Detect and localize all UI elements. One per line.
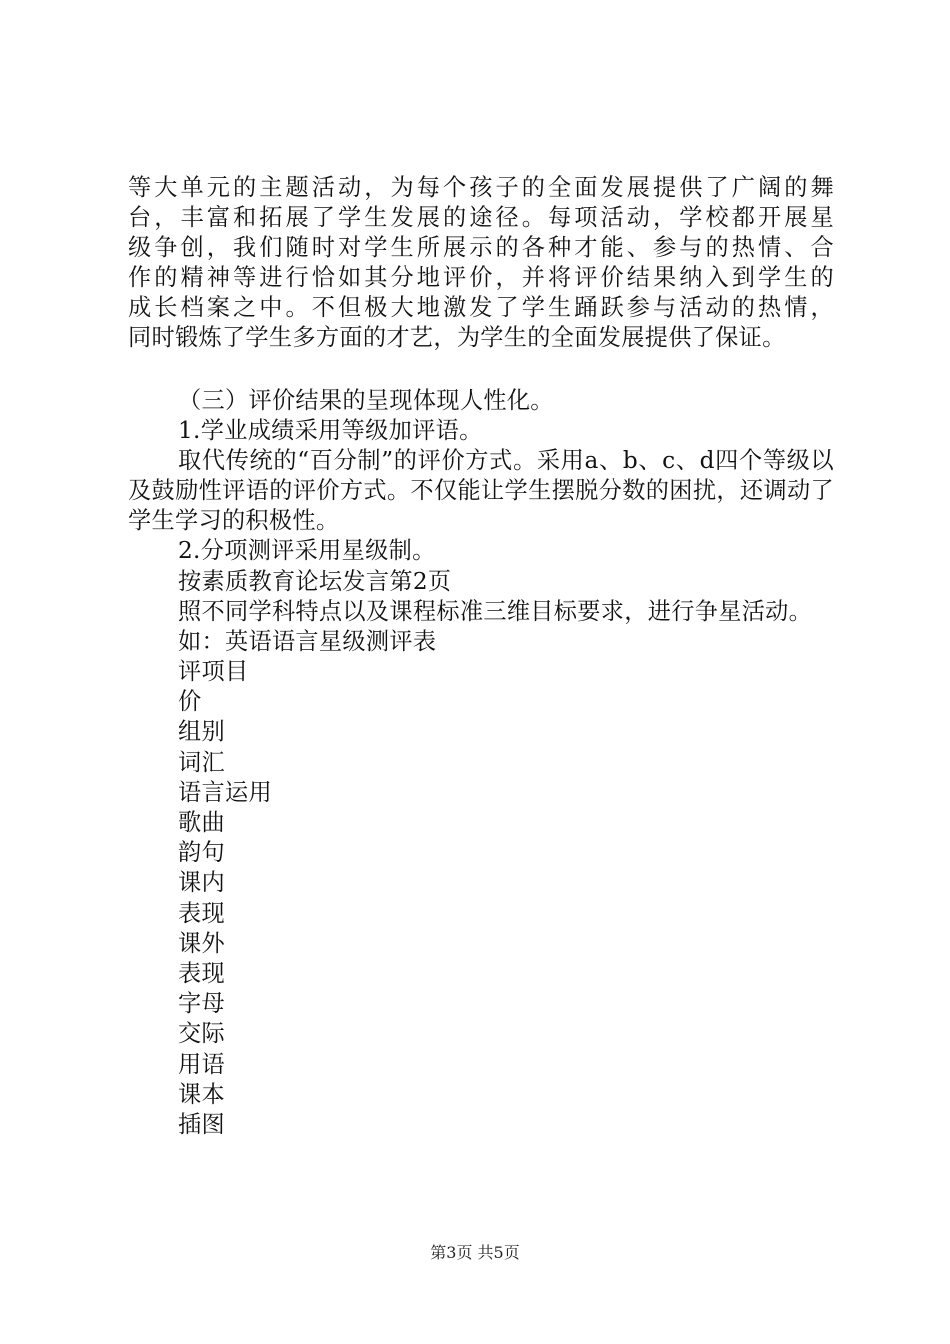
table-cell: 字母 bbox=[178, 990, 225, 1018]
table-cell: 表现 bbox=[178, 960, 225, 988]
document-body bbox=[128, 173, 834, 1140]
page-footer: 第3页 共5页 bbox=[430, 1243, 520, 1262]
item2-text: 照不同学科特点以及课程标准三维目标要求，进行争星活动。 bbox=[178, 597, 813, 625]
table-cell: 课外 bbox=[178, 929, 225, 957]
paragraph-gap bbox=[128, 353, 834, 386]
table-cell: 词汇 bbox=[178, 748, 225, 776]
table-cell: 评项目 bbox=[178, 658, 249, 686]
item2-title: 2.分项测评采用星级制。 bbox=[178, 537, 436, 565]
paragraph-line: 等大单元的主题活动，为每个孩子的全面发展提供了广阔的舞 bbox=[128, 174, 834, 201]
example-title: 如：英语语言星级测评表 bbox=[178, 627, 437, 655]
page-reference: 按素质教育论坛发言第2页 bbox=[178, 567, 452, 595]
table-cell: 价 bbox=[178, 688, 202, 716]
table-cell: 表现 bbox=[178, 899, 225, 927]
item1-text: 取代传统的“百分制”的评价方式。采用a、b、c、d四个等级以及鼓励性评语的评价方式。不仅能让学生摆脱分数的困扰，还调动了学生学习的积极性。 bbox=[128, 447, 834, 535]
section-heading: （三）评价结果的呈现体现人性化。 bbox=[178, 387, 554, 414]
item2-text-block bbox=[128, 597, 834, 627]
table-cell: 韵句 bbox=[178, 839, 225, 867]
table-cell-list bbox=[128, 657, 834, 1140]
table-cell: 交际 bbox=[178, 1020, 225, 1048]
table-cell: 组别 bbox=[178, 718, 225, 746]
paragraph-line: 台，丰富和拓展了学生发展的途径。每项活动，学校都开展星 bbox=[128, 204, 834, 231]
paragraph-line: 同时锻炼了学生多方面的才艺，为学生的全面发展提供了保证。 bbox=[128, 324, 786, 351]
table-cell: 课本 bbox=[178, 1080, 225, 1108]
table-cell: 插图 bbox=[178, 1111, 225, 1139]
table-cell: 课内 bbox=[178, 869, 225, 897]
table-cell: 歌曲 bbox=[178, 809, 225, 837]
paragraph-line: 成长档案之中。不但极大地激发了学生踊跃参与活动的热情， bbox=[128, 294, 834, 321]
paragraph-line: 作的精神等进行恰如其分地评价，并将评价结果纳入到学生的 bbox=[128, 264, 834, 291]
table-cell: 用语 bbox=[178, 1050, 225, 1078]
paragraph-line: 级争创，我们随时对学生所展示的各种才能、参与的热情、合 bbox=[128, 234, 834, 261]
item1-text-block bbox=[128, 446, 834, 536]
item1-title: 1.学业成绩采用等级加评语。 bbox=[178, 417, 483, 445]
table-cell: 语言运用 bbox=[178, 778, 272, 806]
